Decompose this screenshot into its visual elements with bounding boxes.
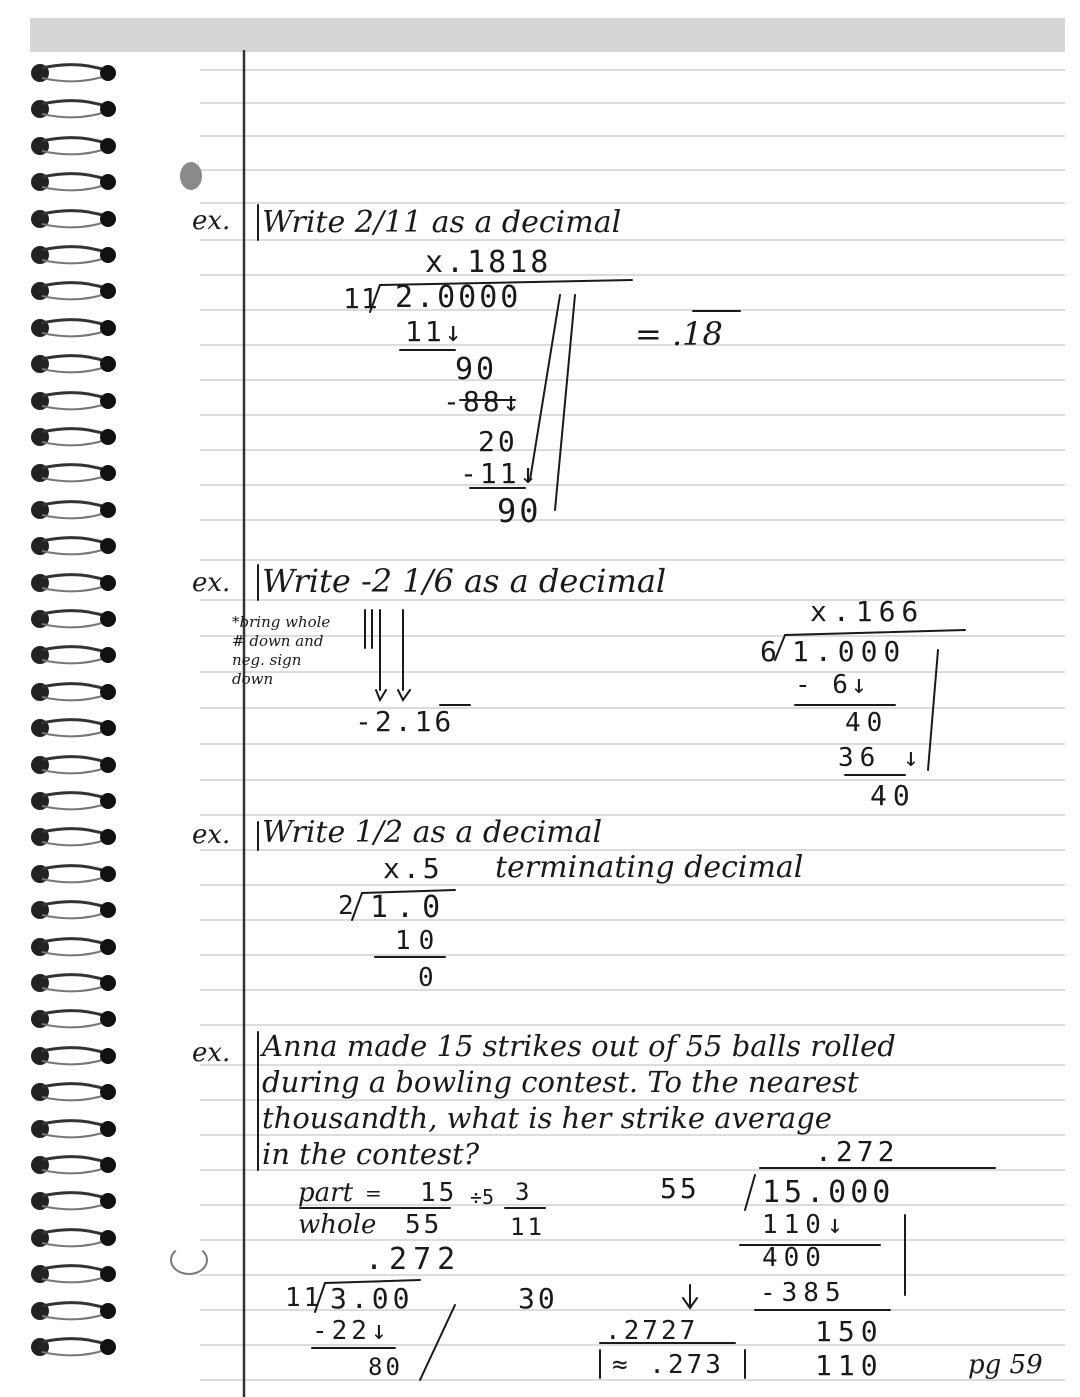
ex4-whole-value: 55 bbox=[405, 1210, 443, 1240]
ex3-step2: 0 bbox=[418, 963, 437, 993]
ex3-note: terminating decimal bbox=[495, 850, 804, 885]
ex4-big-step3: -385 bbox=[760, 1278, 847, 1308]
ex2-title: Write -2 1/6 as a decimal bbox=[262, 562, 667, 600]
ex4-approx2: ≈ .273 bbox=[612, 1350, 724, 1380]
ex4-mid-30: 30 bbox=[518, 1282, 558, 1315]
ex4-big-divisor: 55 bbox=[660, 1172, 700, 1205]
ex4-big-step5: 110 bbox=[815, 1349, 884, 1382]
ex4-label: ex. bbox=[192, 1038, 231, 1068]
ex4-big-step2: 400 bbox=[762, 1243, 827, 1273]
ex4-small-quotient: .272 bbox=[365, 1242, 462, 1277]
ex4-big-step1: 110↓ bbox=[762, 1210, 849, 1240]
ex2-note-line3: neg. sign bbox=[232, 651, 302, 669]
ex4-part-value: 15 bbox=[420, 1178, 458, 1208]
ex4-small-step2: 80 bbox=[368, 1353, 403, 1381]
ex3-step1: 10 bbox=[395, 926, 443, 956]
ex1-divisor: 11 bbox=[343, 282, 379, 315]
ex4-line4: in the contest? bbox=[262, 1137, 480, 1171]
ex4-whole-label: whole bbox=[298, 1210, 377, 1240]
ex2-note-line4: down bbox=[232, 670, 274, 688]
ex2-note-line2: # down and bbox=[232, 632, 324, 650]
ex1-dividend: 2.0000 bbox=[395, 280, 522, 315]
ex2-step1: - 6↓ bbox=[795, 670, 870, 700]
ex4-line1: Anna made 15 strikes out of 55 balls rolled bbox=[262, 1029, 896, 1063]
ex1-step1: 11↓ bbox=[405, 315, 465, 348]
ex4-big-quotient: .272 bbox=[815, 1135, 899, 1168]
ex4-line2: during a bowling contest. To the nearest bbox=[262, 1065, 859, 1099]
ex1-step2: 90 bbox=[455, 352, 498, 387]
ex3-dividend: 1.0 bbox=[370, 890, 449, 925]
ex1-title: Write 2/11 as a decimal bbox=[262, 205, 622, 240]
ex3-title: Write 1/2 as a decimal bbox=[262, 815, 603, 850]
ex4-small-dividend: 3.00 bbox=[330, 1282, 414, 1315]
ex4-small-divisor: 11 bbox=[285, 1283, 323, 1313]
ex4-big-step4: 150 bbox=[815, 1315, 884, 1348]
ex1-quotient: x.1818 bbox=[425, 245, 552, 280]
ex4-approx1: .2727 bbox=[605, 1316, 699, 1346]
ex3-divisor: 2 bbox=[338, 891, 357, 921]
ex3-quotient: x.5 bbox=[383, 852, 443, 885]
ex4-div-op: ÷5 bbox=[470, 1185, 495, 1209]
ex2-label: ex. bbox=[192, 568, 231, 598]
ex2-answer: -2.16 bbox=[355, 705, 455, 738]
ex4-line3: thousandth, what is her strike average bbox=[262, 1101, 832, 1135]
ex2-quotient: x.166 bbox=[810, 595, 925, 628]
ex2-step4: 40 bbox=[870, 779, 916, 812]
ex2-divisor: 6 bbox=[760, 635, 780, 668]
ex2-dividend: 1.000 bbox=[792, 635, 907, 668]
ex1-result: = .18 bbox=[635, 315, 723, 353]
ex2-note-line1: *bring whole bbox=[232, 613, 331, 631]
ex4-simplified-num: 3 bbox=[515, 1178, 533, 1206]
ex1-step3: -88↓ bbox=[443, 385, 523, 418]
ex4-part-label: part bbox=[298, 1178, 354, 1208]
ex1-label: ex. bbox=[192, 206, 231, 236]
notebook-page: ex. Write 2/11 as a decimal x.1818 11 2.0000 11↓ 90 -88↓ 20 -11↓ 90 = .18 ex. Write -2 1/6 as a decimal *bring whole # down and neg. sign down -2.16 x.166 6 1.000 - 6↓ 40 36 ↓ 40 ex. Write 1/2 as a decimal x.5 terminating decimal 2 1.0 10 0 ex. Anna made 15 strikes out of 55 balls rolled during a bowling contest. To the nearest thousandth, what is her strike average in the contest? part = 15 whole 55 ÷5 3 11 .272 11 3.00 -22↓ 80 30 .2727 ≈ .273 .272 55 15.000 110↓ 400 -385 150 110 pg 59 bbox=[0, 0, 1080, 1397]
ex4-simplified-den: 11 bbox=[510, 1213, 545, 1241]
ex1-step6: 90 bbox=[497, 492, 542, 530]
ex1-step4: 20 bbox=[478, 425, 518, 458]
ex3-label: ex. bbox=[192, 820, 231, 850]
ex1-step5: -11↓ bbox=[460, 457, 540, 490]
ex4-small-step1: -22↓ bbox=[312, 1316, 391, 1346]
ex4-big-dividend: 15.000 bbox=[762, 1175, 895, 1210]
ex2-step3: 36 ↓ bbox=[838, 743, 925, 773]
page-number: pg 59 bbox=[968, 1350, 1043, 1380]
ex2-step2: 40 bbox=[845, 708, 889, 738]
